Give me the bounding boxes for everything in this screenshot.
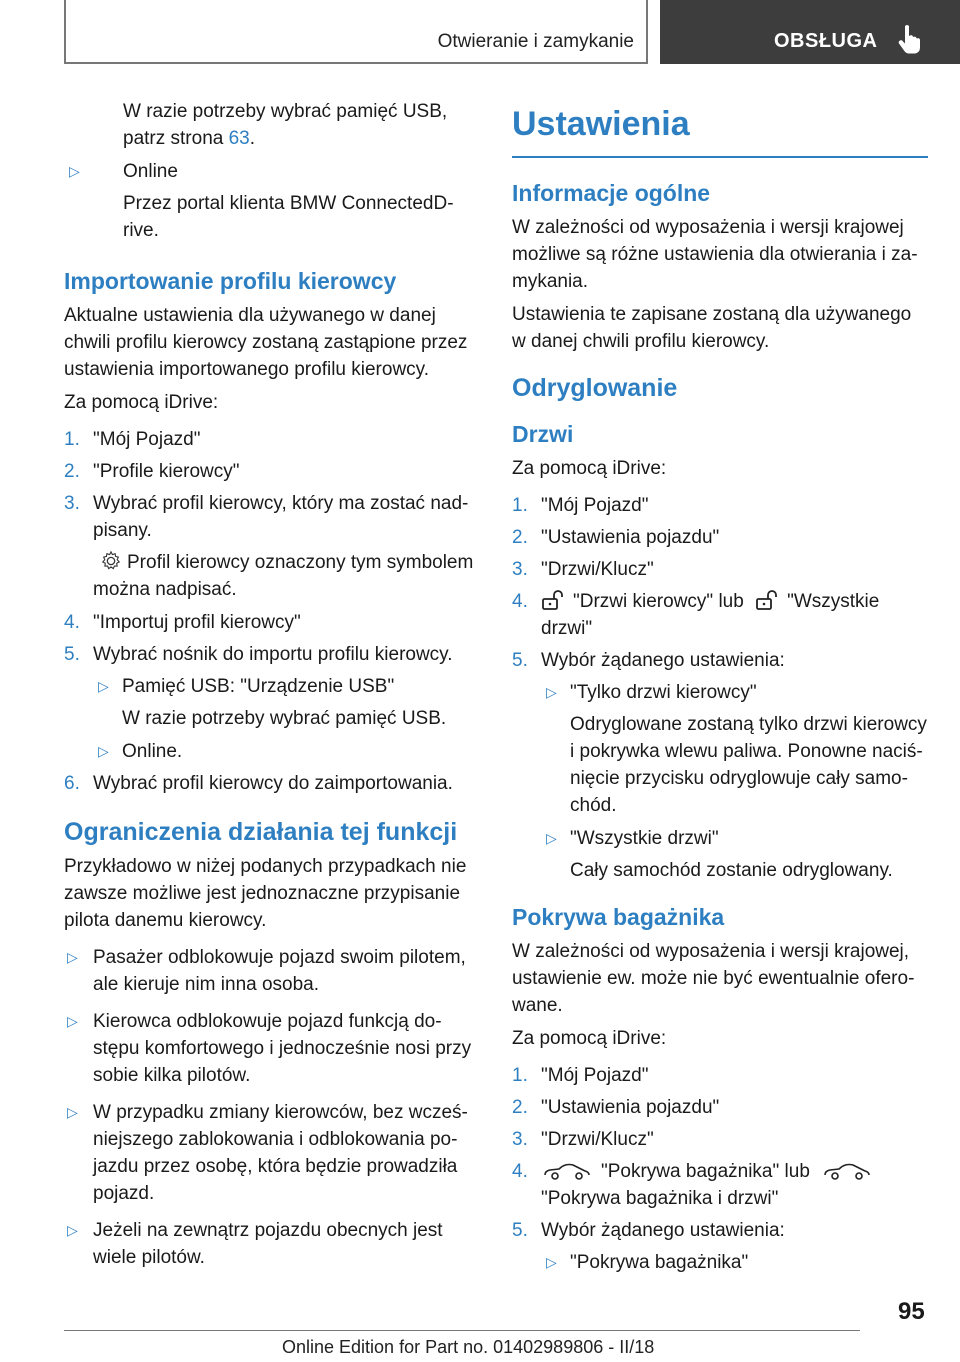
- category-label: OBSŁUGA: [774, 30, 878, 52]
- bullet-triangle-icon: ▷: [98, 743, 109, 759]
- list-item: ▷ Jeżeli na zewnątrz pojazdu obecnych jest wiele pilotów.: [64, 1217, 476, 1271]
- page-link[interactable]: 63: [228, 128, 250, 149]
- idrive-label: Za pomocą iDrive:: [512, 1028, 667, 1049]
- doors-heading: Drzwi: [512, 421, 574, 447]
- list-item: 1. "Mój Pojazd": [64, 429, 201, 450]
- list-item: 3. Wybrać profil kierowcy, który ma zostać nad- pisany.: [64, 493, 469, 541]
- list-item: 3. "Drzwi/Klucz": [512, 559, 654, 580]
- footer-edition: Online Edition for Part no. 01402989806 - II/18: [282, 1337, 655, 1357]
- list-item: ▷ "Wszystkie drzwi": [512, 825, 928, 852]
- list-item: 4. "Drzwi kierowcy" lub "Wszystkie drzwi": [512, 591, 880, 639]
- list-item: 2. "Ustawienia pojazdu": [512, 1097, 720, 1118]
- gear-icon: [99, 550, 123, 572]
- usb-note: W razie potrzeby wybrać pamięć USB, patrz strona 63.: [123, 101, 448, 149]
- limits-heading: Ograniczenia działania tej funkcji: [64, 818, 458, 846]
- list-item: 5. Wybór żądanego ustawienia:: [512, 1220, 785, 1241]
- import-text: Aktualne ustawienia dla używanego w danej chwili profilu kierowcy zostaną zastąpione przez ustawienia importowanego profilu kierowcy.: [64, 305, 468, 380]
- left-column: [64, 98, 476, 1276]
- list-item: ▷ Online.: [64, 738, 476, 765]
- list-item: 2. "Ustawienia pojazdu": [512, 527, 720, 548]
- usb-option-note: W razie potrzeby wybrać pamięć USB.: [122, 708, 447, 729]
- list-item: 1. "Mój Pojazd": [512, 1065, 649, 1086]
- list-item: ▷ Online: [64, 158, 476, 185]
- list-item: ▷ Pamięć USB: "Urządzenie USB": [64, 673, 476, 700]
- list-item: 4. "Importuj profil kierowcy": [64, 612, 301, 633]
- bullet-triangle-icon: ▷: [69, 163, 80, 179]
- bullet-triangle-icon: ▷: [67, 949, 78, 965]
- import-heading: Importowanie profilu kierowcy: [64, 268, 397, 294]
- unlock-icon: [755, 589, 781, 611]
- header-category-box: [660, 0, 960, 64]
- bullet-triangle-icon: ▷: [546, 830, 557, 846]
- online-desc: Przez portal klienta BMW ConnectedD- rive.: [123, 193, 454, 241]
- bullet-triangle-icon: ▷: [546, 1254, 557, 1270]
- list-item: ▷ Pasażer odblokowuje pojazd swoim pilotem, ale kieruje nim inna osoba.: [64, 944, 476, 998]
- section-title: Otwieranie i zamykanie: [437, 31, 634, 52]
- list-item: 3. "Drzwi/Klucz": [512, 1129, 654, 1150]
- bullet-triangle-icon: ▷: [67, 1013, 78, 1029]
- driver-door-desc: Odryglowane zostaną tylko drzwi kierowcy i pokrywka wlewu paliwa. Ponowne naciś- nięcie przycisku odryglowuje cały samo- chód.: [570, 714, 927, 816]
- all-doors-desc: Cały samochód zostanie odryglowany.: [570, 860, 893, 881]
- list-item: ▷ Kierowca odblokowuje pojazd funkcją do- stępu komfortowego i jednocześnie nosi przy sobie kilka pilotów.: [64, 1008, 476, 1089]
- list-item: 4. "Pokrywa bagażnika" lub "Pokrywa bagażnika i drzwi": [512, 1158, 928, 1212]
- unlock-heading: Odryglowanie: [512, 374, 678, 402]
- list-item: 5. Wybór żądanego ustawienia:: [512, 650, 785, 671]
- general-heading: Informacje ogólne: [512, 180, 711, 206]
- main-heading: Ustawienia: [512, 104, 928, 158]
- idrive-label: Za pomocą iDrive:: [64, 392, 219, 413]
- header-section-box: [64, 0, 648, 64]
- list-item: ▷ "Pokrywa bagażnika": [512, 1249, 928, 1276]
- list-item: 6. Wybrać profil kierowcy do zaimportowania.: [64, 773, 453, 794]
- list-item: ▷ "Tylko drzwi kierowcy": [512, 679, 928, 706]
- symbol-note: Profil kierowcy oznaczony tym symbolem można nadpisać.: [93, 552, 474, 600]
- car-trunk-doors-icon: [823, 1161, 871, 1181]
- list-item: ▷ W przypadku zmiany kierowców, bez wcześ- niejszego zablokowania i odblokowania po- jazdu przez osobę, która będzie prowadziła pojazd.: [64, 1099, 476, 1207]
- general-text: W zależności od wyposażenia i wersji krajowej możliwe są różne ustawienia dla otwierania i za- mykania.: [512, 217, 918, 292]
- right-column: [512, 98, 928, 1281]
- trunk-text: W zależności od wyposażenia i wersji krajowej, ustawienie ew. może nie być ewentualnie ofero- wane.: [512, 941, 915, 1016]
- limits-text: Przykładowo w niżej podanych przypadkach nie zawsze możliwe jest jednoznaczne przypisanie pilota danemu kierowcy.: [64, 856, 467, 931]
- saved-text: Ustawienia te zapisane zostaną dla używanego w danej chwili profilu kierowcy.: [512, 304, 912, 352]
- list-item: 2. "Profile kierowcy": [64, 461, 240, 482]
- list-item: 1. "Mój Pojazd": [512, 495, 649, 516]
- page-number: 95: [898, 1298, 925, 1325]
- bullet-triangle-icon: ▷: [67, 1222, 78, 1238]
- pointing-hand-icon: [898, 24, 924, 54]
- footer-divider: [64, 1330, 860, 1331]
- list-item: 5. Wybrać nośnik do importu profilu kierowcy.: [64, 644, 453, 665]
- bullet-triangle-icon: ▷: [67, 1104, 78, 1120]
- car-trunk-icon: [543, 1161, 591, 1181]
- trunk-heading: Pokrywa bagażnika: [512, 904, 725, 930]
- idrive-label: Za pomocą iDrive:: [512, 458, 667, 479]
- bullet-triangle-icon: ▷: [546, 684, 557, 700]
- unlock-icon: [541, 589, 567, 611]
- bullet-triangle-icon: ▷: [98, 678, 109, 694]
